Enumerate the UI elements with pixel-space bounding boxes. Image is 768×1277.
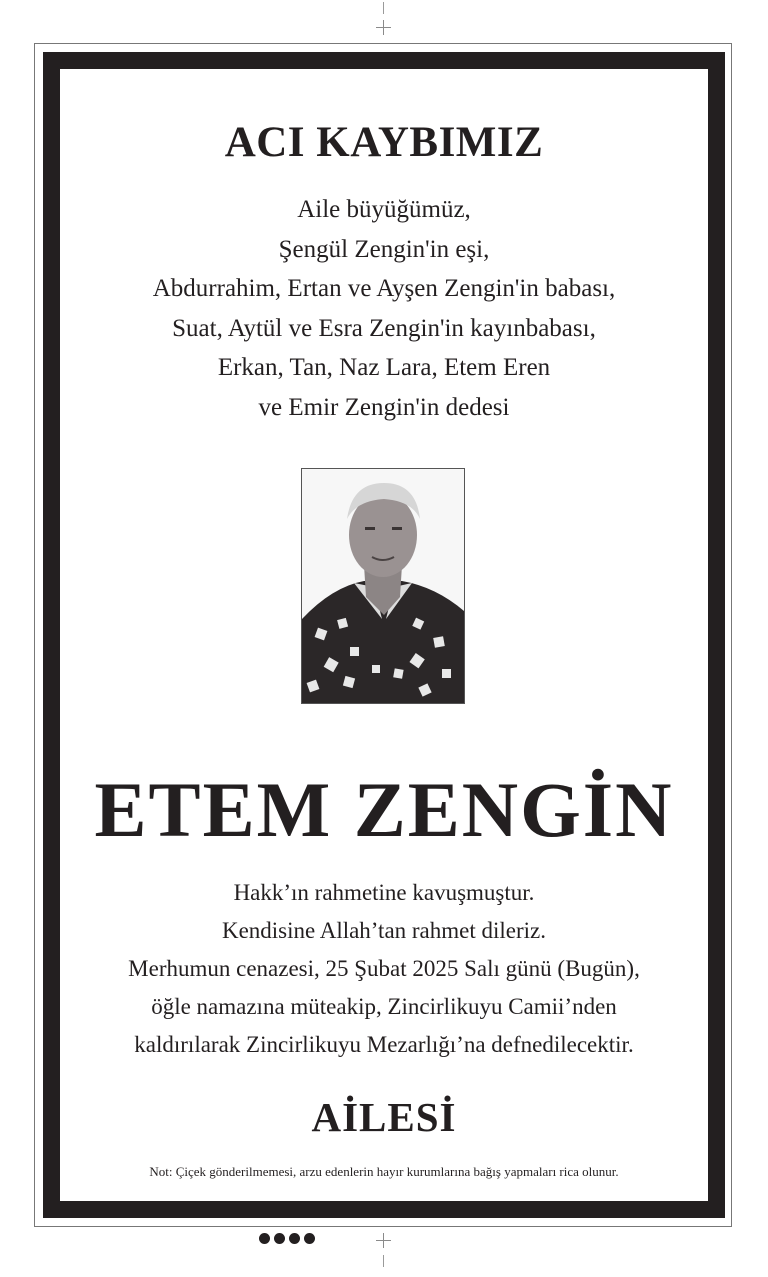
message-line: Merhumun cenazesi, 25 Şubat 2025 Salı günü (Bugün), [128,956,640,981]
relatives-line: Suat, Aytül ve Esra Zengin'in kayınbabası, [172,314,596,342]
obituary-content [60,69,708,1201]
signature: AİLESİ [311,1094,457,1140]
crop-mark-line-top [383,2,384,14]
crop-mark-plus-icon [376,1233,391,1248]
relatives-line: Aile büyüğümüz, [297,196,471,223]
message-line: Hakk’ın rahmetine kavuşmuştur. [233,880,535,905]
deceased-name: ETEM ZENGİN [94,766,674,853]
relatives-line: Şengül Zengin'in eşi, [278,235,490,263]
message-block [60,874,708,1064]
registration-dots-icon [259,1233,315,1247]
dot [304,1233,315,1244]
relatives-line: Abdurrahim, Ertan ve Ayşen Zengin'in babası, [152,275,616,302]
dot [289,1233,300,1244]
relatives-block [60,190,708,427]
relatives-line: ve Emir Zengin'in dedesi [258,393,510,421]
message-line: Kendisine Allah’tan rahmet dileriz. [221,918,547,943]
crop-mark-plus-icon [376,20,391,35]
footnote: Not: Çiçek gönderilmemesi, arzu edenlerin hayır kurumlarına bağış yapmaları rica olunur. [149,1164,619,1179]
headline: ACI KAYBIMIZ [224,119,544,166]
message-line: kaldırılarak Zincirlikuyu Mezarlığı’na defnedilecektir. [134,1032,634,1057]
dot [274,1233,285,1244]
obituary-border [43,52,725,1218]
crop-mark-line-bottom [383,1255,384,1267]
relatives-line: Erkan, Tan, Naz Lara, Etem Eren [217,354,551,381]
portrait-photo-icon [301,468,465,704]
message-line: öğle namazına müteakip, Zincirlikuyu Camii’nden [151,994,617,1019]
dot [259,1233,270,1244]
